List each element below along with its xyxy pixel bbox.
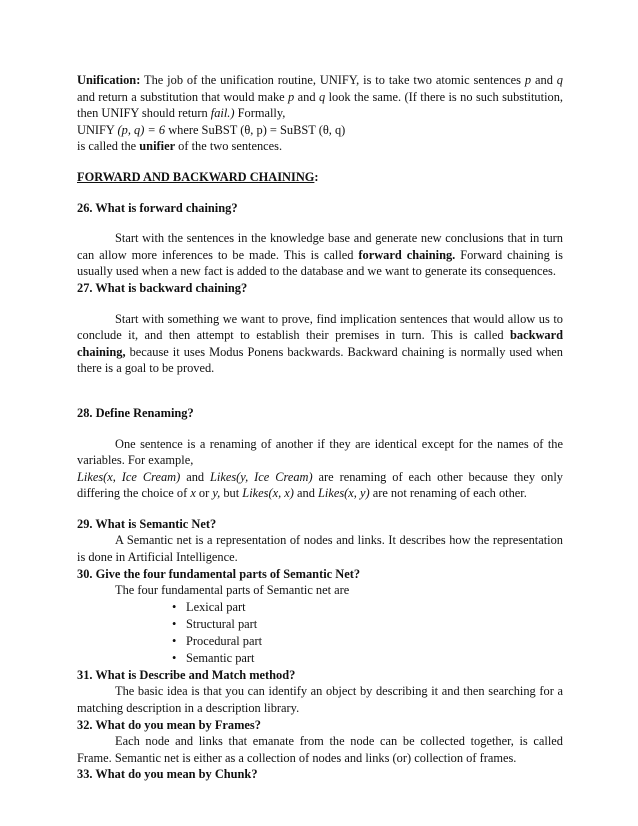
q27-heading: 27. What is backward chaining? <box>77 280 248 295</box>
unification-formula: UNIFY (p, q) = 6 where SuBST (θ, p) = SuBST (θ, q) <box>77 122 346 137</box>
q32-heading: 32. What do you mean by Frames? <box>77 717 261 732</box>
unification-label: Unification: <box>77 73 141 87</box>
q28-answer: One sentence is a renaming of another if they are identical except for the names of the variables. For example, <box>77 436 563 468</box>
q29-heading: 29. What is Semantic Net? <box>77 516 217 531</box>
q28-heading: 28. Define Renaming? <box>77 405 194 420</box>
q31-heading: 31. What is Describe and Match method? <box>77 667 296 682</box>
section-title: FORWARD AND BACKWARD CHAINING: <box>77 169 319 184</box>
q33-heading: 33. What do you mean by Chunk? <box>77 767 258 782</box>
q30-heading: 30. Give the four fundamental parts of Semantic Net? <box>77 566 361 581</box>
q27-answer: Start with something we want to prove, find implication sentences that would allow us to conclude it, and then attempt to establish their premises in turn. This is called backward chaining, because it uses Modus Ponens backwards. Backward chaining is normally used when there is a goal to be proved. <box>77 311 563 376</box>
list-item: • Procedural part <box>172 633 563 650</box>
list-item: • Lexical part <box>172 599 563 616</box>
q26-heading: 26. What is forward chaining? <box>77 200 238 215</box>
q29-answer: A Semantic net is a representation of nodes and links. It describes how the representation is done in Artificial Intelligence. <box>77 533 563 565</box>
semantic-parts-list <box>77 599 563 667</box>
q30-intro: The four fundamental parts of Semantic net are <box>115 583 350 598</box>
unifier-definition: is called the unifier of the two sentences. <box>77 139 283 154</box>
q28-example: Likes(x, Ice Cream) and Likes(y, Ice Cream) are renaming of each other because they only differing the choice of x or y, but Likes(x, x) and Likes(x, y) are not renaming of each other. <box>77 469 563 501</box>
q31-answer: The basic idea is that you can identify an object by describing it and then searching for a matching description in a description library. <box>77 684 563 716</box>
list-item: • Structural part <box>172 616 563 633</box>
list-item: • Semantic part <box>172 650 563 667</box>
unification-paragraph: Unification: The job of the unification routine, UNIFY, is to take two atomic sentences p and q and return a substitution that would make p and q look the same. (If there is no such substitution, then UNIFY should return fail.) Formally, <box>77 73 563 121</box>
q26-answer: Start with the sentences in the knowledge base and generate new conclusions that in turn can allow more inferences to be made. This is called forward chaining. Forward chaining is usually used when a new fact is added to the database and we want to generate its consequences. <box>77 231 563 279</box>
document-page <box>77 72 563 783</box>
q32-answer: Each node and links that emanate from the node can be collected together, is called Frame. Semantic net is either as a collection of nodes and links (or) collection of frames. <box>77 734 563 765</box>
